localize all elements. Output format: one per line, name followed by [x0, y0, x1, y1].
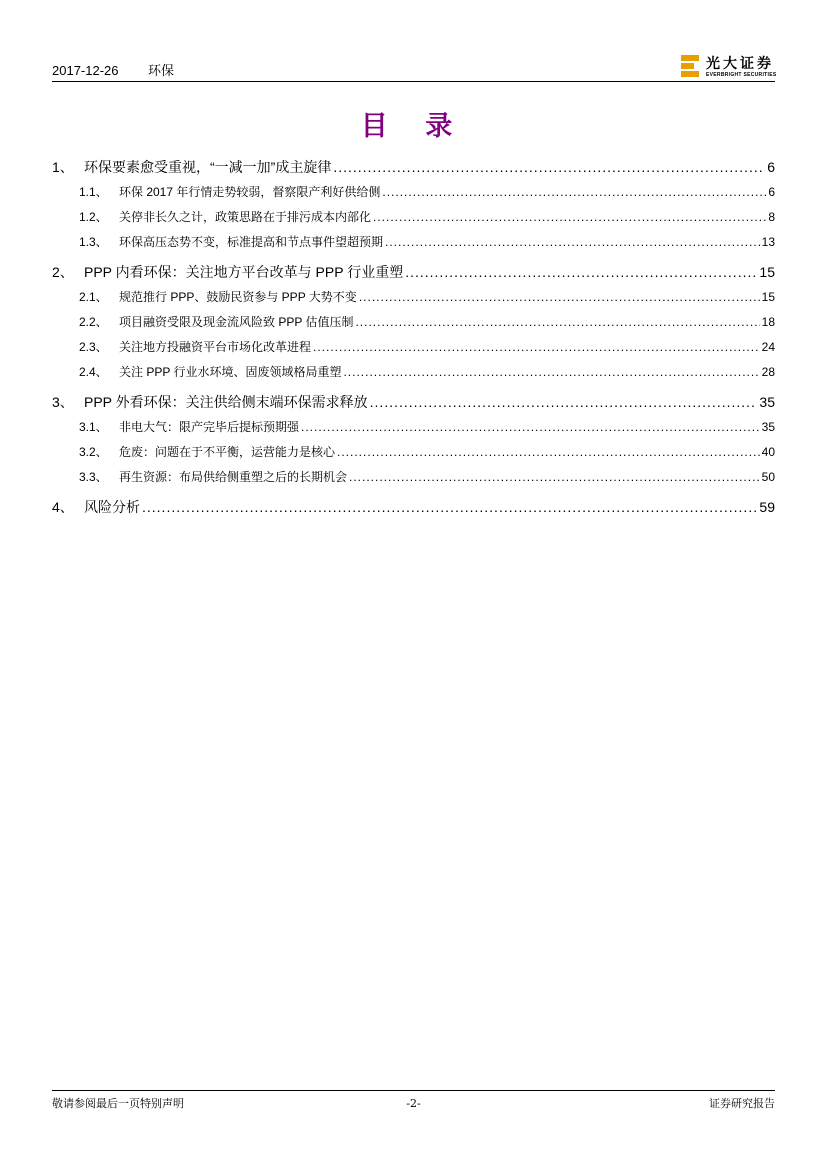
page-footer: [52, 1095, 775, 1113]
toc-entry-3-3[interactable]: [52, 465, 775, 490]
toc-entry-2-2[interactable]: [52, 310, 775, 335]
toc-entry-title: 再生资源：布局供给侧重塑之后的长期机会: [119, 470, 348, 484]
toc-entry-page: 13: [761, 235, 775, 249]
toc-entry-4[interactable]: [52, 495, 775, 520]
toc-entry-title: 关注地方投融资平台市场化改革进程: [119, 340, 312, 354]
toc-leader-dots: [370, 390, 758, 415]
toc-entry-3-2[interactable]: [52, 440, 775, 465]
toc-leader-dots: [373, 205, 766, 230]
toc-leader-dots: [349, 465, 760, 490]
toc-leader-dots: [313, 335, 760, 360]
toc-leader-dots: [301, 415, 760, 440]
toc-leader-dots: [405, 260, 757, 285]
toc-entry-number: 2.4、: [79, 365, 108, 379]
company-logo: [681, 52, 775, 80]
toc-entry-number: 3.3、: [79, 470, 108, 484]
toc-leader-dots: [337, 440, 760, 465]
toc-entry-1[interactable]: [52, 155, 775, 180]
toc-entry-page: 59: [759, 499, 775, 515]
toc-entry-page: 40: [761, 445, 775, 459]
toc-entry-2-3[interactable]: [52, 335, 775, 360]
toc-entry-title: 危废：问题在于不平衡，运营能力是核心: [119, 445, 336, 459]
disclaimer-note: 敬请参阅最后一页特别声明: [52, 1097, 184, 1110]
toc-entry-page: 28: [761, 365, 775, 379]
toc-entry-number: 2.3、: [79, 340, 108, 354]
toc-leader-dots: [382, 180, 766, 205]
toc-leader-dots: [359, 285, 760, 310]
toc-entry-number: 4、: [52, 499, 74, 515]
toc-entry-number: 3.2、: [79, 445, 108, 459]
toc-entry-title: 环保要素愈受重视，“一减一加”成主旋律: [84, 159, 332, 175]
toc-entry-page: 35: [759, 394, 775, 410]
toc-entry-number: 2.1、: [79, 290, 108, 304]
toc-entry-title: 非电大气：限产完毕后提标预期强: [119, 420, 300, 434]
toc-entry-page: 50: [761, 470, 775, 484]
toc-entry-title: 风险分析: [84, 499, 140, 515]
toc-entry-3-1[interactable]: [52, 415, 775, 440]
toc-leader-dots: [385, 230, 760, 255]
toc-entry-number: 3、: [52, 394, 74, 410]
toc-entry-1-3[interactable]: [52, 230, 775, 255]
toc-entry-1-2[interactable]: [52, 205, 775, 230]
toc-entry-3[interactable]: [52, 390, 775, 415]
toc-entry-page: 6: [767, 159, 775, 175]
report-date: 2017-12-26: [52, 63, 119, 78]
page-header: [52, 50, 775, 82]
toc-entry-number: 1.2、: [79, 210, 108, 224]
page-number: -2-: [406, 1097, 421, 1110]
toc-entry-2-4[interactable]: [52, 360, 775, 385]
header-divider: [52, 81, 775, 82]
toc-entry-number: 1.1、: [79, 185, 108, 199]
toc-entry-title: PPP 外看环保：关注供给侧末端环保需求释放: [84, 394, 368, 410]
toc-leader-dots: [333, 155, 765, 180]
toc-entry-page: 6: [768, 185, 775, 199]
toc-entry-number: 3.1、: [79, 420, 108, 434]
toc-entry-title: 环保 2017 年行情走势较弱，督察限产利好供给侧: [119, 185, 381, 199]
toc-entry-2[interactable]: [52, 260, 775, 285]
toc-leader-dots: [142, 495, 757, 520]
toc-entry-page: 24: [761, 340, 775, 354]
toc-entry-page: 15: [759, 264, 775, 280]
toc-entry-number: 2、: [52, 264, 74, 280]
toc-entry-page: 8: [768, 210, 775, 224]
toc-entry-title: 关注 PPP 行业水环境、固废领域格局重塑: [119, 365, 342, 379]
toc-entry-page: 18: [761, 315, 775, 329]
toc-entry-page: 15: [761, 290, 775, 304]
toc-entry-title: 规范推行 PPP、鼓励民资参与 PPP 大势不变: [119, 290, 357, 304]
report-type: 证券研究报告: [709, 1097, 775, 1110]
footer-divider: [52, 1090, 775, 1091]
table-of-contents: [52, 150, 775, 520]
logo-name-cn: 光大证券: [706, 56, 774, 72]
toc-entry-page: 35: [761, 420, 775, 434]
toc-entry-title: PPP 内看环保：关注地方平台改革与 PPP 行业重塑: [84, 264, 404, 280]
toc-leader-dots: [343, 360, 759, 385]
toc-leader-dots: [355, 310, 759, 335]
toc-entry-1-1[interactable]: [52, 180, 775, 205]
toc-entry-number: 1、: [52, 159, 74, 175]
toc-entry-2-1[interactable]: [52, 285, 775, 310]
toc-entry-number: 2.2、: [79, 315, 108, 329]
toc-entry-title: 关停非长久之计，政策思路在于排污成本内部化: [119, 210, 372, 224]
toc-entry-number: 1.3、: [79, 235, 108, 249]
toc-entry-title: 环保高压态势不变，标准提高和节点事件望超预期: [119, 235, 384, 249]
report-sector: 环保: [148, 63, 175, 78]
logo-name-en: EVERBRIGHT SECURITIES: [706, 72, 777, 78]
toc-title: 目 录: [360, 111, 467, 142]
toc-entry-title: 项目融资受限及现金流风险致 PPP 估值压制: [119, 315, 354, 329]
everbright-logo-icon: [681, 55, 699, 77]
